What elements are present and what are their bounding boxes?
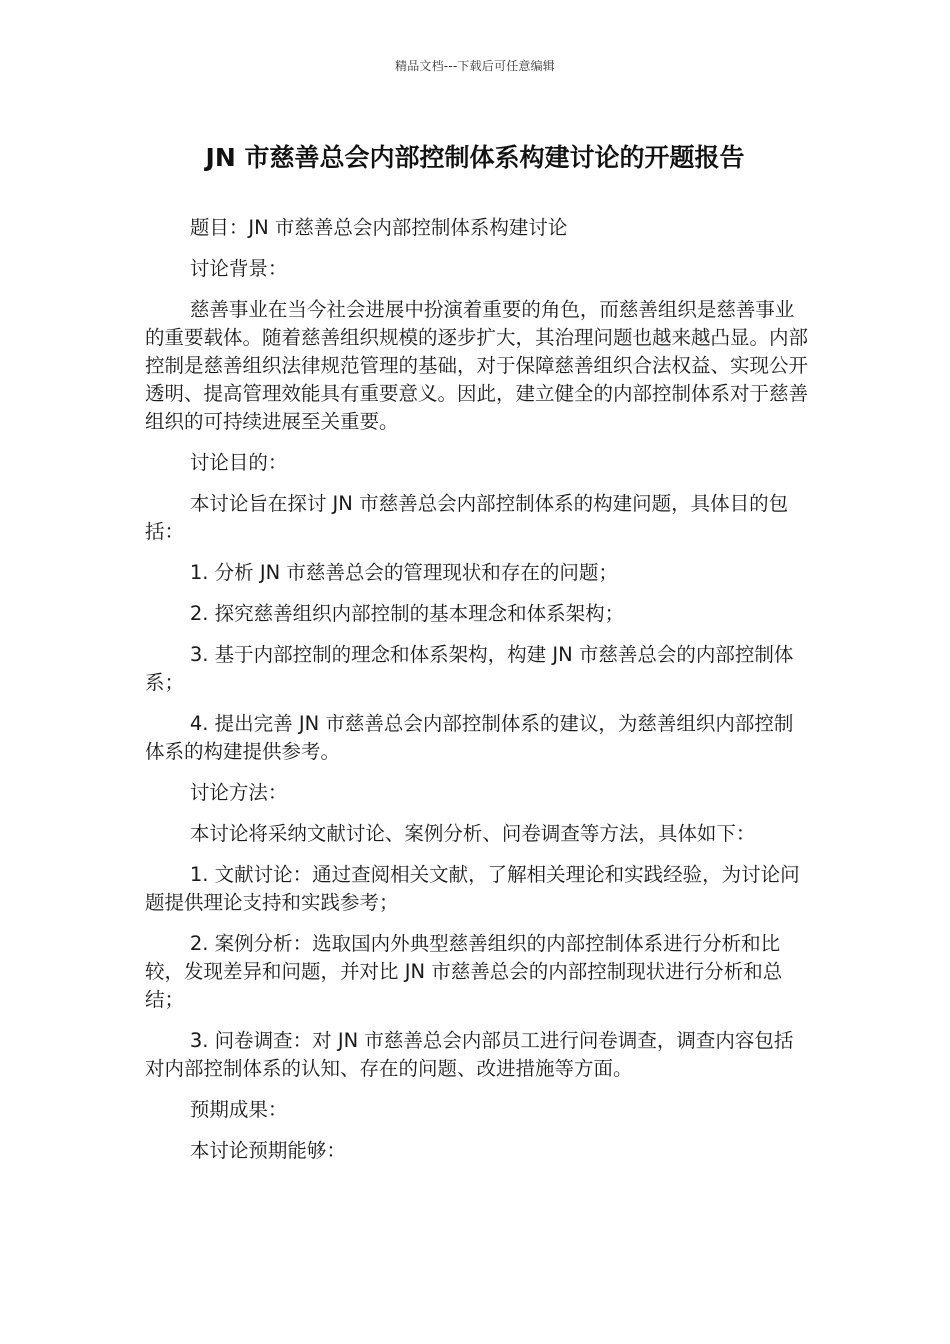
list-item-purpose-2: 2. 探究慈善组织内部控制的基本理念和体系架构； bbox=[189, 602, 625, 625]
header-note: 精品文档---下载后可任意编辑 bbox=[395, 59, 555, 73]
heading-purpose: 讨论目的： bbox=[189, 451, 288, 474]
paragraph-expected-intro: 本讨论预期能够： bbox=[189, 1139, 346, 1162]
heading-background: 讨论背景： bbox=[189, 257, 288, 280]
list-item-purpose-1: 1. 分析 JN 市慈善总会的管理现状和存在的问题； bbox=[189, 561, 618, 584]
list-item-purpose-3: 3. 基于内部控制的理念和体系架构，构建 JN 市慈善总会的内部控制体系； bbox=[145, 643, 794, 694]
paragraph-purpose-intro: 本讨论旨在探讨 JN 市慈善总会内部控制体系的构建问题，具体目的包括： bbox=[145, 492, 789, 543]
document-body bbox=[145, 214, 810, 1178]
list-item-method-2: 2. 案例分析：选取国内外典型慈善组织的内部控制体系进行分析和比较，发现差异和问题，并对比 JN 市慈善总会的内部控制现状进行分析和总结； bbox=[145, 932, 783, 1011]
heading-method: 讨论方法： bbox=[189, 781, 288, 804]
paragraph-method-intro: 本讨论将采纳文献讨论、案例分析、问卷调查等方法，具体如下： bbox=[189, 822, 756, 845]
paragraph-topic: 题目：JN 市慈善总会内部控制体系构建讨论 bbox=[189, 216, 568, 239]
list-item-method-3: 3. 问卷调查：对 JN 市慈善总会内部员工进行问卷调查，调查内容包括对内部控制体系的认知、存在的问题、改进措施等方面。 bbox=[145, 1029, 794, 1080]
heading-expected-results: 预期成果： bbox=[189, 1098, 288, 1121]
list-item-purpose-4: 4. 提出完善 JN 市慈善总会内部控制体系的建议，为慈善组织内部控制体系的构建提供参考。 bbox=[145, 712, 794, 763]
list-item-method-1: 1. 文献讨论：通过查阅相关文献，了解相关理论和实践经验，为讨论问题提供理论支持和实践参考； bbox=[145, 863, 800, 914]
paragraph-background: 慈善事业在当今社会进展中扮演着重要的角色，而慈善组织是慈善事业的重要载体。随着慈善组织规模的逐步扩大，其治理问题也越来越凸显。内部控制是慈善组织法律规范管理的基础，对于保障慈善组织合法权益、实现公开透明、提高管理效能具有重要意义。因此，建立健全的内部控制体系对于慈善组织的可持续进展至关重要。 bbox=[145, 298, 809, 433]
document-title: JN 市慈善总会内部控制体系构建讨论的开题报告 bbox=[205, 143, 745, 172]
